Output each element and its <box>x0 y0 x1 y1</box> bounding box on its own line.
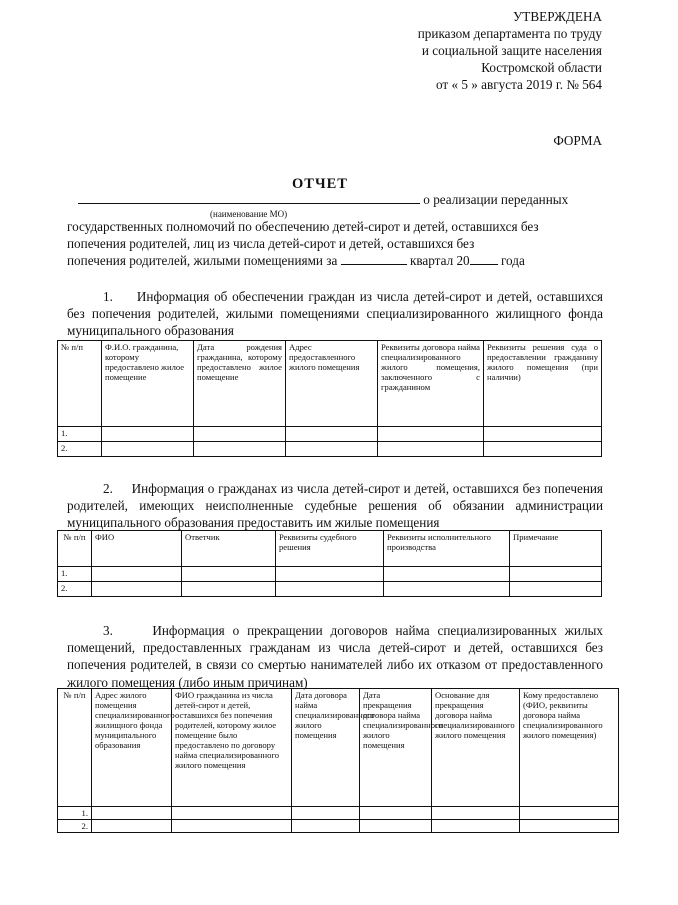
table-row <box>58 442 602 457</box>
section-number: 1. <box>103 289 113 304</box>
mo-caption: (наименование МО) <box>210 209 288 219</box>
approval-line: от « 5 » августа 2019 г. № 564 <box>435 77 602 92</box>
form-label: ФОРМА <box>553 133 602 148</box>
table-cell[interactable] <box>92 807 172 820</box>
document-title: ОТЧЕТ <box>292 176 348 192</box>
intro-line: государственных полномочий по обеспечению детей-сирот и детей, оставшихся без <box>67 219 539 234</box>
table-cell[interactable] <box>292 820 360 833</box>
column-header: Дата рождения гражданина, которому предоставлено жилое помещение <box>194 341 286 427</box>
column-header: Дата договора найма специализированного жилого помещения <box>292 689 360 807</box>
table-cell[interactable] <box>520 820 619 833</box>
table-section-1 <box>57 340 602 457</box>
table-cell[interactable] <box>484 442 602 457</box>
column-header: Реквизиты договора найма специализированного жилого помещения, заключенного с гражданином <box>378 341 484 427</box>
approval-block <box>418 8 602 93</box>
table-cell[interactable] <box>92 820 172 833</box>
table-cell[interactable] <box>194 427 286 442</box>
column-header: Реквизиты судебного решения <box>276 531 384 567</box>
table-cell[interactable] <box>92 567 182 582</box>
table-cell[interactable] <box>378 442 484 457</box>
table-section-3 <box>57 688 619 833</box>
table-cell[interactable] <box>384 582 510 597</box>
table-header-row <box>58 531 602 567</box>
table-header-row <box>58 689 619 807</box>
table-cell[interactable] <box>292 807 360 820</box>
table-cell[interactable] <box>432 807 520 820</box>
table-cell[interactable] <box>172 807 292 820</box>
column-header: ФИО <box>92 531 182 567</box>
column-header: Адрес предоставленного жилого помещения <box>286 341 378 427</box>
year-blank[interactable] <box>470 252 498 265</box>
section-number: 2. <box>103 481 113 496</box>
table-cell[interactable] <box>92 582 182 597</box>
intro-paragraph <box>67 218 603 269</box>
row-number: 2. <box>58 820 92 833</box>
table-section-2 <box>57 530 602 597</box>
table-cell[interactable] <box>520 807 619 820</box>
column-header: Ф.И.О. гражданина, которому предоставлено жилое помещение <box>102 341 194 427</box>
table-row <box>58 820 619 833</box>
section-text: Информация о гражданах из числа детей-сирот и детей, оставшихся без попечения родителей, имеющих неисполненные судебные решения об обязании администрации муниципального образования предоставить им жилые помещения <box>67 481 603 531</box>
column-header: Реквизиты решения суда о предоставлении гражданину жилого помещения (при наличии) <box>484 341 602 427</box>
column-header: ФИО гражданина из числа детей-сирот и детей, оставшихся без попечения родителей, которому жилое помещение было предоставлено по договору найма специализированного жилого помещения <box>172 689 292 807</box>
table-row <box>58 807 619 820</box>
approval-line: приказом департамента по труду <box>417 26 602 41</box>
quarter-blank[interactable] <box>341 252 407 265</box>
table-cell[interactable] <box>172 820 292 833</box>
row-number: 2. <box>58 582 92 597</box>
mo-name-blank[interactable] <box>78 191 420 204</box>
column-header: № п/п <box>58 341 102 427</box>
intro-quarter-label: квартал 20 <box>409 253 470 268</box>
table-cell[interactable] <box>360 807 432 820</box>
table-cell[interactable] <box>182 582 276 597</box>
approval-line: и социальной защите населения <box>421 43 602 58</box>
row-number: 1. <box>58 807 92 820</box>
section-text: Информация об обеспечении граждан из числа детей-сирот и детей, оставшихся без попечения родителей, жилыми помещениями специализированного жилищного фонда муниципального образования <box>67 289 603 339</box>
approval-line: УТВЕРЖДЕНА <box>512 9 602 24</box>
section-1-heading <box>67 288 603 340</box>
table-row <box>58 582 602 597</box>
table-cell[interactable] <box>102 442 194 457</box>
section-text: Информация о прекращении договоров найма специализированных жилых помещений, предоставленных гражданам из числа детей-сирот и детей, оставшихся без попечения родителей, в связи со смертью нанимателей либо их отказом от предоставленного жилого помещения (либо иным причинам) <box>67 623 603 690</box>
table-cell[interactable] <box>432 820 520 833</box>
column-header: Ответчик <box>182 531 276 567</box>
table-cell[interactable] <box>360 820 432 833</box>
intro-year-label: года <box>500 253 525 268</box>
section-2-heading <box>67 480 603 532</box>
table-cell[interactable] <box>102 427 194 442</box>
column-header: № п/п <box>58 689 92 807</box>
table-cell[interactable] <box>286 427 378 442</box>
table-cell[interactable] <box>484 427 602 442</box>
intro-line: попечения родителей, жилыми помещениями за <box>67 253 338 268</box>
row-number: 1. <box>58 567 92 582</box>
column-header: Адрес жилого помещения специализированного жилищного фонда муниципального образования <box>92 689 172 807</box>
column-header: Реквизиты исполнительного производства <box>384 531 510 567</box>
table-cell[interactable] <box>286 442 378 457</box>
table-row <box>58 567 602 582</box>
section-3-heading <box>67 622 603 691</box>
table-row <box>58 427 602 442</box>
column-header: Основание для прекращения договора найма специализированного жилого помещения <box>432 689 520 807</box>
mo-suffix: о реализации переданных <box>423 192 569 207</box>
table-cell[interactable] <box>384 567 510 582</box>
table-cell[interactable] <box>276 567 384 582</box>
section-number: 3. <box>103 623 113 638</box>
column-header: Примечание <box>510 531 602 567</box>
table-cell[interactable] <box>378 427 484 442</box>
table-cell[interactable] <box>510 567 602 582</box>
table-cell[interactable] <box>510 582 602 597</box>
row-number: 2. <box>58 442 102 457</box>
approval-line: Костромской области <box>481 60 602 75</box>
intro-line: попечения родителей, лиц из числа детей-сирот и детей, оставшихся без <box>67 236 475 251</box>
mo-line <box>78 191 678 208</box>
row-number: 1. <box>58 427 102 442</box>
column-header: Кому предоставлено (ФИО, реквизиты договора найма специализированного жилого помещения) <box>520 689 619 807</box>
table-header-row <box>58 341 602 427</box>
column-header: № п/п <box>58 531 92 567</box>
table-cell[interactable] <box>194 442 286 457</box>
column-header: Дата прекращения договора найма специализированного жилого помещения <box>360 689 432 807</box>
table-cell[interactable] <box>182 567 276 582</box>
table-cell[interactable] <box>276 582 384 597</box>
